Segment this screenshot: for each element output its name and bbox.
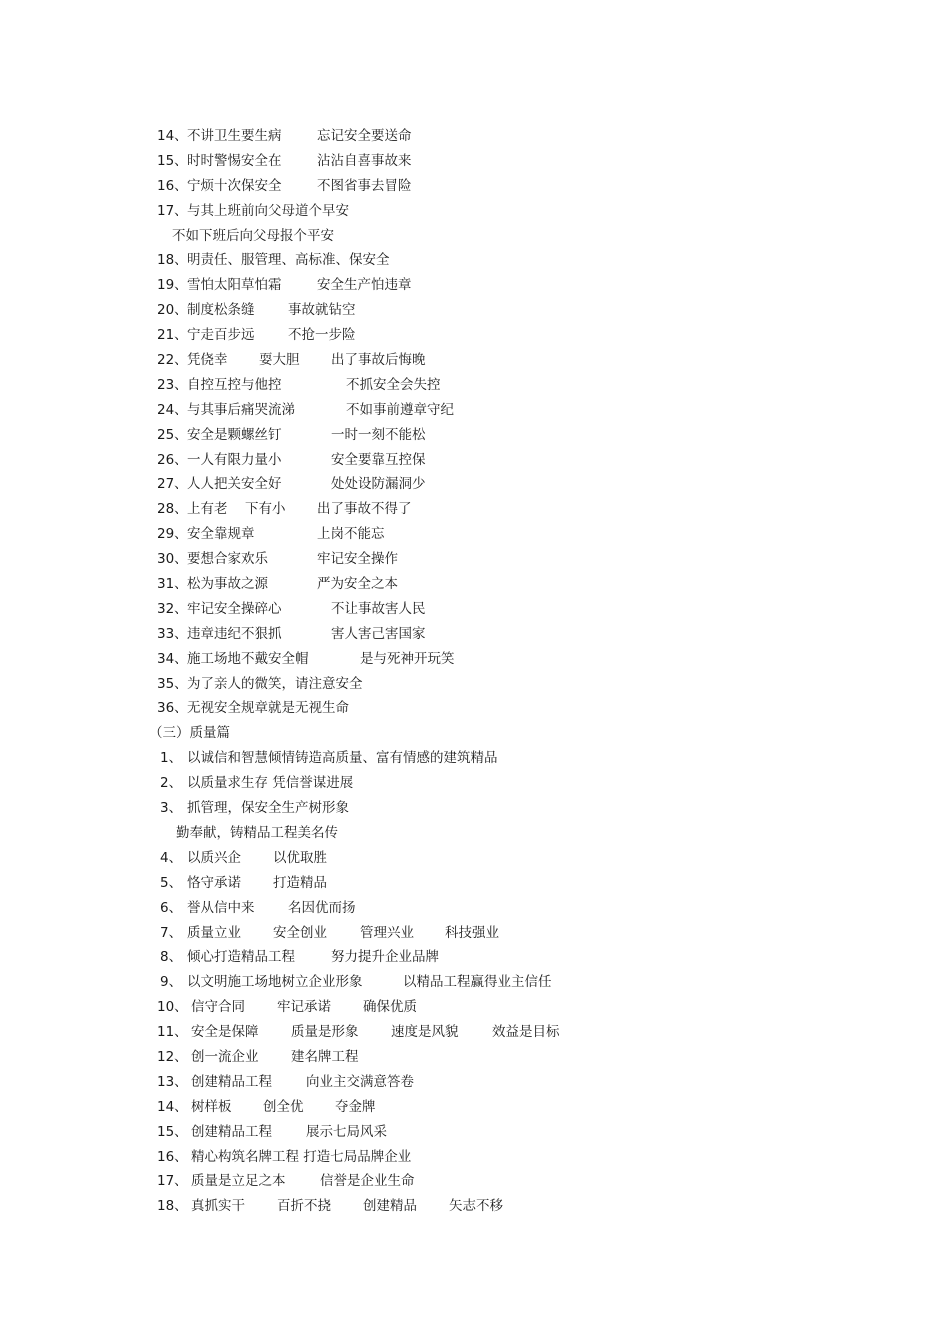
slogan-text: 忘记安全要送命 bbox=[317, 128, 412, 144]
slogan-text: 创建精品工程 bbox=[191, 1073, 272, 1090]
item-number: 24、 bbox=[157, 401, 188, 418]
slogan-text: 牢记安全操作 bbox=[317, 551, 398, 568]
slogan-text: 夺金牌 bbox=[335, 1098, 376, 1115]
item-number: 35、 bbox=[157, 675, 188, 692]
item-number: 18、 bbox=[157, 1198, 188, 1215]
list-item bbox=[0, 746, 950, 771]
list-item bbox=[0, 323, 950, 348]
item-number: 25、 bbox=[157, 426, 188, 443]
slogan-text: 确保优质 bbox=[363, 999, 417, 1016]
list-item bbox=[0, 622, 950, 647]
item-number: 26、 bbox=[157, 451, 188, 468]
list-item bbox=[0, 572, 950, 597]
list-item bbox=[0, 1145, 950, 1170]
list-item bbox=[0, 921, 950, 946]
slogan-text: 展示七局风采 bbox=[306, 1123, 387, 1140]
item-number: 8、 bbox=[160, 949, 183, 966]
slogan-text: 耍大胆 bbox=[259, 352, 300, 369]
item-number: 16、 bbox=[157, 177, 188, 194]
list-item bbox=[0, 721, 950, 746]
slogan-text: 誉从信中来 bbox=[187, 899, 255, 916]
slogan-text: 树样板 bbox=[191, 1098, 232, 1115]
list-item bbox=[0, 696, 950, 721]
slogan-text: 严为安全之本 bbox=[317, 576, 398, 593]
item-number: 17、 bbox=[157, 202, 188, 219]
list-item bbox=[0, 796, 950, 821]
slogan-text: 以质量求生存 凭信誉谋进展 bbox=[187, 775, 354, 792]
slogan-text: 凭侥幸 bbox=[187, 352, 228, 369]
list-item bbox=[0, 273, 950, 298]
item-number: 22、 bbox=[157, 352, 188, 369]
list-item bbox=[0, 248, 950, 273]
list-item bbox=[0, 871, 950, 896]
list-item bbox=[0, 298, 950, 323]
item-number: 12、 bbox=[157, 1048, 188, 1065]
slogan-text: 无视安全规章就是无视生命 bbox=[187, 700, 349, 717]
slogan-text: 一时一刻不能松 bbox=[331, 426, 426, 443]
slogan-text: 效益是目标 bbox=[492, 1024, 560, 1041]
slogan-text: 违章违纪不狠抓 bbox=[187, 625, 282, 642]
slogan-text: 以精品工程赢得业主信任 bbox=[403, 974, 552, 991]
slogan-text: 创全优 bbox=[263, 1098, 304, 1115]
slogan-text: 以诚信和智慧倾情铸造高质量、富有情感的建筑精品 bbox=[187, 750, 498, 767]
slogan-text: 一人有限力量小 bbox=[187, 451, 282, 468]
slogan-text: 速度是风貌 bbox=[391, 1024, 459, 1041]
list-item bbox=[0, 945, 950, 970]
slogan-text: 真抓实干 bbox=[191, 1198, 245, 1215]
item-number: 4、 bbox=[160, 849, 183, 866]
slogan-text: 处处设防漏洞少 bbox=[331, 476, 426, 493]
slogan-text: 以优取胜 bbox=[273, 849, 327, 866]
list-item bbox=[0, 149, 950, 174]
item-number: 28、 bbox=[157, 501, 188, 518]
slogan-text: 不让事故害人民 bbox=[331, 600, 426, 617]
item-number: 36、 bbox=[157, 700, 188, 717]
list-item bbox=[0, 472, 950, 497]
slogan-text: 质量是形象 bbox=[291, 1024, 359, 1041]
slogan-text: 创建精品 bbox=[363, 1198, 417, 1215]
slogan-text: 雪怕太阳草怕霜 bbox=[187, 277, 282, 294]
slogan-text: 信守合同 bbox=[191, 999, 245, 1016]
slogan-text: （三）质量篇 bbox=[149, 725, 230, 742]
slogan-text: 安全是颗螺丝钉 bbox=[187, 426, 282, 443]
slogan-text: 安全要靠互控保 bbox=[331, 451, 426, 468]
item-number: 17、 bbox=[157, 1173, 188, 1190]
slogan-text: 质量立业 bbox=[187, 924, 241, 941]
slogan-text: 创建精品工程 bbox=[191, 1123, 272, 1140]
slogan-text: 建名牌工程 bbox=[291, 1048, 359, 1065]
item-number: 5、 bbox=[160, 874, 183, 891]
slogan-text: 名因优而扬 bbox=[288, 899, 356, 916]
item-number: 19、 bbox=[157, 277, 188, 294]
item-number: 10、 bbox=[157, 999, 188, 1016]
slogan-text: 科技强业 bbox=[445, 924, 499, 941]
item-number: 18、 bbox=[157, 252, 188, 269]
slogan-text: 创一流企业 bbox=[191, 1048, 259, 1065]
slogan-text: 打造精品 bbox=[273, 874, 327, 891]
list-item bbox=[0, 1045, 950, 1070]
slogan-list bbox=[0, 124, 950, 1219]
item-number: 6、 bbox=[160, 899, 183, 916]
list-item bbox=[0, 1194, 950, 1219]
item-number: 1、 bbox=[160, 750, 183, 767]
slogan-text: 宁烦十次保安全 bbox=[187, 177, 282, 194]
slogan-text: 安全靠规章 bbox=[187, 526, 255, 543]
list-item bbox=[0, 199, 950, 224]
list-item bbox=[0, 423, 950, 448]
slogan-text: 出了事故后悔晚 bbox=[331, 352, 426, 369]
item-number: 23、 bbox=[157, 376, 188, 393]
slogan-text: 不如事前遵章守纪 bbox=[346, 401, 454, 418]
item-number: 29、 bbox=[157, 526, 188, 543]
slogan-text: 与其上班前向父母道个早安 bbox=[187, 202, 349, 219]
list-item bbox=[0, 1169, 950, 1194]
slogan-text: 安全创业 bbox=[273, 924, 327, 941]
slogan-text: 下有小 bbox=[245, 501, 286, 518]
item-number: 13、 bbox=[157, 1073, 188, 1090]
slogan-text: 努力提升企业品牌 bbox=[331, 949, 439, 966]
item-number: 32、 bbox=[157, 600, 188, 617]
slogan-text: 不图省事去冒险 bbox=[317, 177, 412, 194]
list-item bbox=[0, 224, 950, 249]
slogan-text: 不讲卫生要生病 bbox=[187, 128, 282, 144]
list-item bbox=[0, 846, 950, 871]
slogan-text: 人人把关安全好 bbox=[187, 476, 282, 493]
item-number: 30、 bbox=[157, 551, 188, 568]
slogan-text: 沾沾自喜事故来 bbox=[317, 152, 412, 169]
item-number: 15、 bbox=[157, 152, 188, 169]
list-item bbox=[0, 821, 950, 846]
slogan-text: 以质兴企 bbox=[187, 849, 241, 866]
slogan-text: 矢志不移 bbox=[449, 1198, 503, 1215]
list-item bbox=[0, 672, 950, 697]
slogan-text: 百折不挠 bbox=[277, 1198, 331, 1215]
list-item bbox=[0, 1095, 950, 1120]
list-item bbox=[0, 174, 950, 199]
item-number: 27、 bbox=[157, 476, 188, 493]
list-item bbox=[0, 896, 950, 921]
item-number: 31、 bbox=[157, 576, 188, 593]
slogan-text: 是与死神开玩笑 bbox=[360, 650, 455, 667]
slogan-text: 勤奉献，铸精品工程美名传 bbox=[176, 824, 338, 841]
slogan-text: 为了亲人的微笑，请注意安全 bbox=[187, 675, 363, 692]
slogan-text: 要想合家欢乐 bbox=[187, 551, 268, 568]
slogan-text: 质量是立足之本 bbox=[191, 1173, 286, 1190]
item-number: 15、 bbox=[157, 1123, 188, 1140]
slogan-text: 宁走百步远 bbox=[187, 327, 255, 344]
slogan-text: 施工场地不戴安全帽 bbox=[187, 650, 309, 667]
slogan-text: 安全是保障 bbox=[191, 1024, 259, 1041]
item-number: 20、 bbox=[157, 302, 188, 319]
slogan-text: 害人害己害国家 bbox=[331, 625, 426, 642]
slogan-text: 出了事故不得了 bbox=[317, 501, 412, 518]
list-item bbox=[0, 373, 950, 398]
slogan-text: 不抢一步险 bbox=[288, 327, 356, 344]
list-item bbox=[0, 995, 950, 1020]
slogan-text: 不抓安全会失控 bbox=[346, 376, 441, 393]
item-number: 33、 bbox=[157, 625, 188, 642]
list-item bbox=[0, 970, 950, 995]
item-number: 14、 bbox=[157, 128, 188, 144]
item-number: 16、 bbox=[157, 1148, 188, 1165]
slogan-text: 明责任、服管理、高标准、保安全 bbox=[187, 252, 390, 269]
list-item bbox=[0, 348, 950, 373]
list-item bbox=[0, 398, 950, 423]
slogan-text: 以文明施工场地树立企业形象 bbox=[187, 974, 363, 991]
list-item bbox=[0, 547, 950, 572]
slogan-text: 事故就钻空 bbox=[288, 302, 356, 319]
item-number: 7、 bbox=[160, 924, 183, 941]
slogan-text: 管理兴业 bbox=[360, 924, 414, 941]
slogan-text: 向业主交满意答卷 bbox=[306, 1073, 414, 1090]
slogan-text: 安全生产怕违章 bbox=[317, 277, 412, 294]
list-item bbox=[0, 522, 950, 547]
item-number: 9、 bbox=[160, 974, 183, 991]
list-item bbox=[0, 597, 950, 622]
slogan-text: 上岗不能忘 bbox=[317, 526, 385, 543]
slogan-text: 上有老 bbox=[187, 501, 228, 518]
slogan-text: 精心构筑名牌工程 打造七局品牌企业 bbox=[191, 1148, 412, 1165]
slogan-text: 制度松条缝 bbox=[187, 302, 255, 319]
slogan-text: 自控互控与他控 bbox=[187, 376, 282, 393]
slogan-text: 抓管理，保安全生产树形象 bbox=[187, 800, 349, 817]
item-number: 21、 bbox=[157, 327, 188, 344]
item-number: 34、 bbox=[157, 650, 188, 667]
slogan-text: 不如下班后向父母报个平安 bbox=[172, 227, 334, 244]
list-item bbox=[0, 124, 950, 149]
slogan-text: 牢记安全操碎心 bbox=[187, 600, 282, 617]
slogan-text: 倾心打造精品工程 bbox=[187, 949, 295, 966]
list-item bbox=[0, 1020, 950, 1045]
item-number: 3、 bbox=[160, 800, 183, 817]
list-item bbox=[0, 497, 950, 522]
item-number: 14、 bbox=[157, 1098, 188, 1115]
slogan-text: 时时警惕安全在 bbox=[187, 152, 282, 169]
slogan-text: 牢记承诺 bbox=[277, 999, 331, 1016]
slogan-text: 与其事后痛哭流涕 bbox=[187, 401, 295, 418]
list-item bbox=[0, 771, 950, 796]
list-item bbox=[0, 1120, 950, 1145]
list-item bbox=[0, 448, 950, 473]
list-item bbox=[0, 647, 950, 672]
slogan-text: 信誉是企业生命 bbox=[320, 1173, 415, 1190]
slogan-text: 松为事故之源 bbox=[187, 576, 268, 593]
list-item bbox=[0, 1070, 950, 1095]
item-number: 11、 bbox=[157, 1024, 188, 1041]
slogan-text: 恪守承诺 bbox=[187, 874, 241, 891]
item-number: 2、 bbox=[160, 775, 183, 792]
